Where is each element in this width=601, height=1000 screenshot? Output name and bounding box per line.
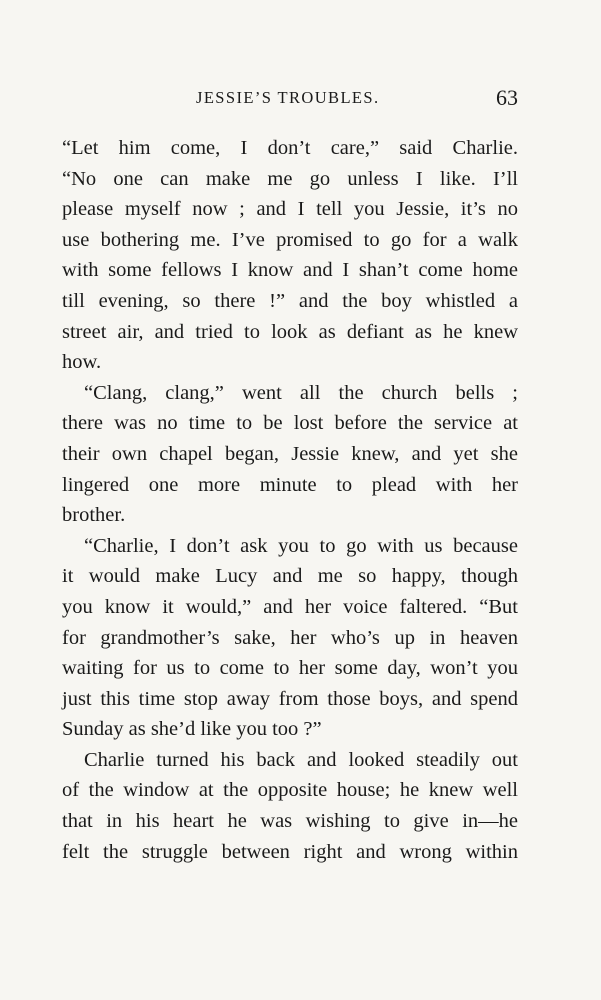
text-line: with some fellows I know and I shan’t come home [62, 259, 518, 282]
text-line: “Let him come, I don’t care,” said Charlie. [62, 137, 518, 159]
text-line: “Clang, clang,” went all the church bells ; [84, 381, 518, 404]
text-line: till evening, so there !” and the boy whistled a [62, 289, 518, 312]
text-line: it would make Lucy and me so happy, though [62, 565, 518, 588]
text-line: just this time stop away from those boys, and spend [62, 687, 518, 710]
body-text [62, 133, 518, 867]
text-line: how. [62, 351, 102, 374]
text-line: please myself now ; and I tell you Jessie, it’s no [62, 198, 518, 221]
text-line: that in his heart he was wishing to give in—he [62, 810, 518, 833]
text-line: Charlie turned his back and looked steadily out [84, 748, 518, 771]
text-line: there was no time to be lost before the service at [62, 412, 518, 435]
page-header [62, 85, 518, 116]
text-line: you know it would,” and her voice faltered. “But [62, 595, 518, 618]
text-line: “Charlie, I don’t ask you to go with us because [84, 534, 518, 557]
text-line: felt the struggle between right and wrong within [62, 840, 518, 863]
page-number: 63 [496, 85, 518, 110]
text-line: their own chapel began, Jessie knew, and yet she [62, 442, 518, 465]
text-line: street air, and tried to look as defiant as he knew [62, 320, 518, 343]
running-head: JESSIE’S TROUBLES. [196, 88, 380, 107]
text-line: for grandmother’s sake, her who’s up in heaven [62, 626, 518, 649]
text-line: Sunday as she’d like you too ?” [62, 718, 322, 741]
text-line: “No one can make me go unless I like. I’ll [62, 167, 518, 190]
text-line: waiting for us to come to her some day, won’t you [62, 657, 518, 680]
text-line: lingered one more minute to plead with her [62, 473, 518, 496]
text-line: use bothering me. I’ve promised to go for a walk [62, 228, 518, 251]
text-line: of the window at the opposite house; he knew well [62, 779, 518, 802]
text-line: brother. [62, 504, 126, 527]
